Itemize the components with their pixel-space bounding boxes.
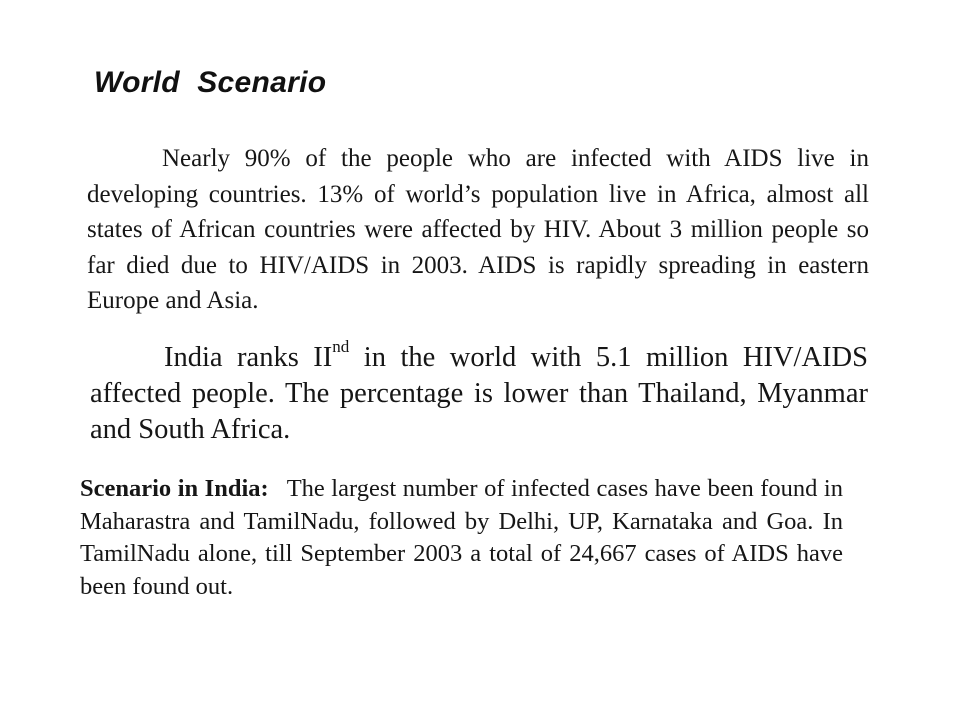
slide-title: World Scenario: [94, 66, 327, 99]
scenario-in-india-heading: Scenario in India:: [80, 475, 269, 502]
paragraph-world-statistics: Nearly 90% of the people who are infected with AIDS live in developing countries. 13% of world’s population live in Africa, almost all states of African countries were affected by HIV. About 3 million people so far died due to HIV/AIDS in 2003. AIDS is rapidly spreading in eastern Europe and Asia.: [87, 145, 869, 314]
paragraph-scenario-in-india: [80, 473, 843, 603]
india-rank-text-end: in the world with 5.1 million HIV/AIDS affected people. The percentage is lower than Thailand, Myanmar and South Africa.: [90, 342, 868, 445]
paragraph-india-rank: [90, 337, 868, 448]
rank-ordinal-superscript: nd: [332, 337, 350, 356]
india-rank-text-start: India ranks II: [164, 342, 333, 373]
scenario-in-india-body: The largest number of infected cases have been found in Maharastra and TamilNadu, followed by Delhi, UP, Karnataka and Goa. In TamilNadu alone, till September 2003 a total of 24,667 cases of AIDS have been found out.: [80, 475, 843, 600]
